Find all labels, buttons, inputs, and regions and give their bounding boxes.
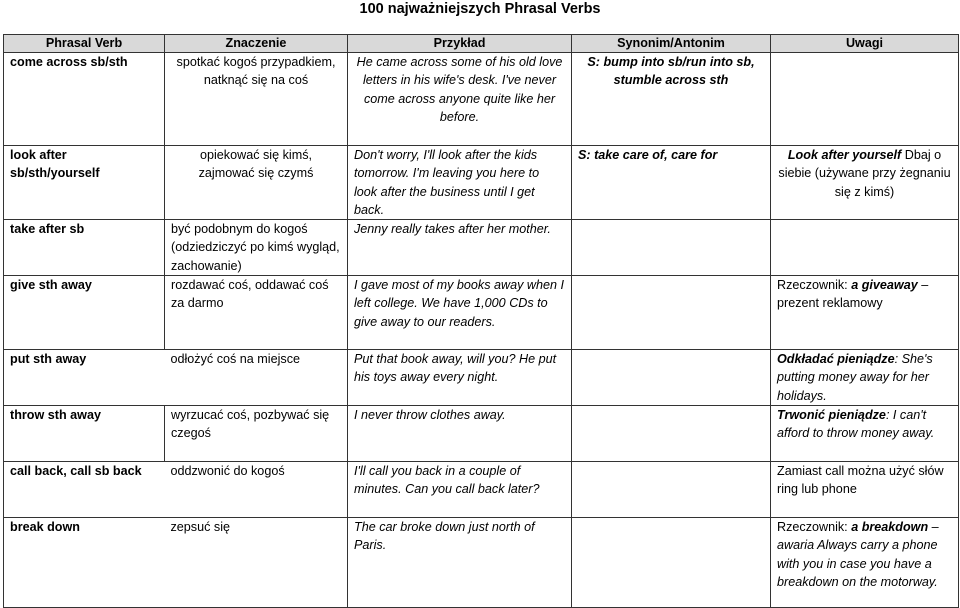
example-text: He came across some of his old love letters in his wife's desk. I've never come across anyone quite like her before. bbox=[356, 55, 563, 124]
example-text: Put that book away, will you? He put his toys away every night. bbox=[354, 352, 557, 385]
header-example: Przykład bbox=[348, 35, 572, 53]
meaning-text: zepsuć się bbox=[170, 520, 231, 535]
cell-notes bbox=[771, 146, 959, 220]
notes-text: : I can't afford to throw money away. bbox=[777, 408, 935, 441]
cell-meaning bbox=[165, 276, 348, 350]
cell-verb: look after sb/sth/yourself bbox=[4, 146, 165, 220]
synonym-text: S: bump into sb/run into sb, stumble across sth bbox=[587, 55, 755, 88]
notes-prefix: Rzeczownik: bbox=[777, 520, 852, 535]
notes-bold: a giveaway bbox=[851, 278, 918, 293]
cell-meaning bbox=[165, 462, 348, 518]
cell-notes bbox=[771, 518, 959, 608]
cell-verb: put sth away bbox=[4, 350, 165, 406]
table-row bbox=[4, 518, 959, 608]
cell-notes bbox=[771, 53, 959, 146]
notes-prefix: Rzeczownik: bbox=[777, 278, 852, 293]
meaning-text: rozdawać coś, oddawać coś za darmo bbox=[171, 278, 329, 311]
cell-synonym bbox=[572, 53, 771, 146]
cell-example bbox=[348, 146, 572, 220]
cell-example bbox=[348, 220, 572, 276]
table-row bbox=[4, 350, 959, 406]
cell-example bbox=[348, 518, 572, 608]
cell-synonym bbox=[572, 220, 771, 276]
cell-meaning bbox=[165, 220, 348, 276]
cell-synonym bbox=[572, 350, 771, 406]
meaning-text: być podobnym do kogoś (odziedziczyć po kimś wygląd, zachowanie) bbox=[171, 222, 340, 273]
cell-verb: come across sb/sth bbox=[4, 53, 165, 146]
table-header-row bbox=[4, 35, 959, 53]
header-phrasal-verb: Phrasal Verb bbox=[4, 35, 165, 53]
cell-verb: break down bbox=[4, 518, 165, 608]
header-meaning: Znaczenie bbox=[165, 35, 348, 53]
page-title: 100 najważniejszych Phrasal Verbs bbox=[359, 1, 601, 17]
synonym-text: S: take care of, care for bbox=[578, 148, 718, 162]
cell-synonym bbox=[572, 462, 771, 518]
example-text: Don't worry, I'll look after the kids tomorrow. I'm leaving you here to look after the business until I get back. bbox=[354, 148, 540, 217]
meaning-text: oddzwonić do kogoś bbox=[170, 464, 285, 479]
example-text: I'll call you back in a couple of minutes. Can you call back later? bbox=[354, 464, 540, 497]
meaning-text: wyrzucać coś, pozbywać się czegoś bbox=[171, 408, 330, 441]
table-row bbox=[4, 406, 959, 462]
table-row bbox=[4, 276, 959, 350]
cell-notes bbox=[771, 276, 959, 350]
cell-notes bbox=[771, 350, 959, 406]
header-synonym: Synonim/Antonim bbox=[572, 35, 771, 53]
phrasal-verbs-table bbox=[3, 34, 959, 608]
table-row bbox=[4, 53, 959, 146]
cell-verb: give sth away bbox=[4, 276, 165, 350]
example-text: Jenny really takes after her mother. bbox=[354, 222, 551, 237]
cell-meaning bbox=[165, 518, 348, 608]
cell-verb: call back, call sb back bbox=[4, 462, 165, 518]
cell-verb: take after sb bbox=[4, 220, 165, 276]
cell-notes bbox=[771, 220, 959, 276]
example-text: I gave most of my books away when I left college. We have 1,000 CDs to give away to our readers. bbox=[354, 278, 564, 329]
header-notes: Uwagi bbox=[771, 35, 959, 53]
cell-example bbox=[348, 53, 572, 146]
cell-example bbox=[348, 406, 572, 462]
cell-meaning bbox=[165, 350, 348, 406]
table-row bbox=[4, 220, 959, 276]
cell-synonym bbox=[572, 406, 771, 462]
notes-text: – awaria Always carry a phone with you in case you have a breakdown on the motorway. bbox=[777, 520, 939, 590]
cell-verb: throw sth away bbox=[4, 406, 165, 462]
cell-synonym bbox=[572, 146, 771, 220]
meaning-text: opiekować się kimś, zajmować się czymś bbox=[198, 148, 314, 181]
example-text: The car broke down just north of Paris. bbox=[354, 520, 535, 553]
cell-meaning bbox=[165, 406, 348, 462]
notes-text: Dbaj o siebie (używane przy żegnaniu się z kimś) bbox=[778, 148, 951, 199]
notes-text: : She's putting money away for her holidays. bbox=[777, 352, 933, 403]
notes-text: – prezent reklamowy bbox=[777, 278, 929, 311]
cell-example bbox=[348, 276, 572, 350]
meaning-text: spotkać kogoś przypadkiem, natknąć się na coś bbox=[176, 55, 336, 88]
notes-bold: a breakdown bbox=[851, 520, 929, 535]
example-text: I never throw clothes away. bbox=[354, 408, 506, 423]
notes-bold: Odkładać pieniądze bbox=[777, 352, 895, 367]
cell-synonym bbox=[572, 276, 771, 350]
notes-bold: Look after yourself bbox=[787, 148, 902, 162]
cell-notes bbox=[771, 406, 959, 462]
notes-text: Zamiast call można użyć słów ring lub phone bbox=[777, 464, 944, 497]
cell-example bbox=[348, 350, 572, 406]
cell-meaning bbox=[165, 53, 348, 146]
cell-meaning bbox=[165, 146, 348, 220]
cell-synonym bbox=[572, 518, 771, 608]
table-row bbox=[4, 462, 959, 518]
table-row bbox=[4, 146, 959, 220]
cell-notes bbox=[771, 462, 959, 518]
notes-bold: Trwonić pieniądze bbox=[777, 408, 886, 423]
meaning-text: odłożyć coś na miejsce bbox=[170, 352, 300, 367]
cell-example bbox=[348, 462, 572, 518]
